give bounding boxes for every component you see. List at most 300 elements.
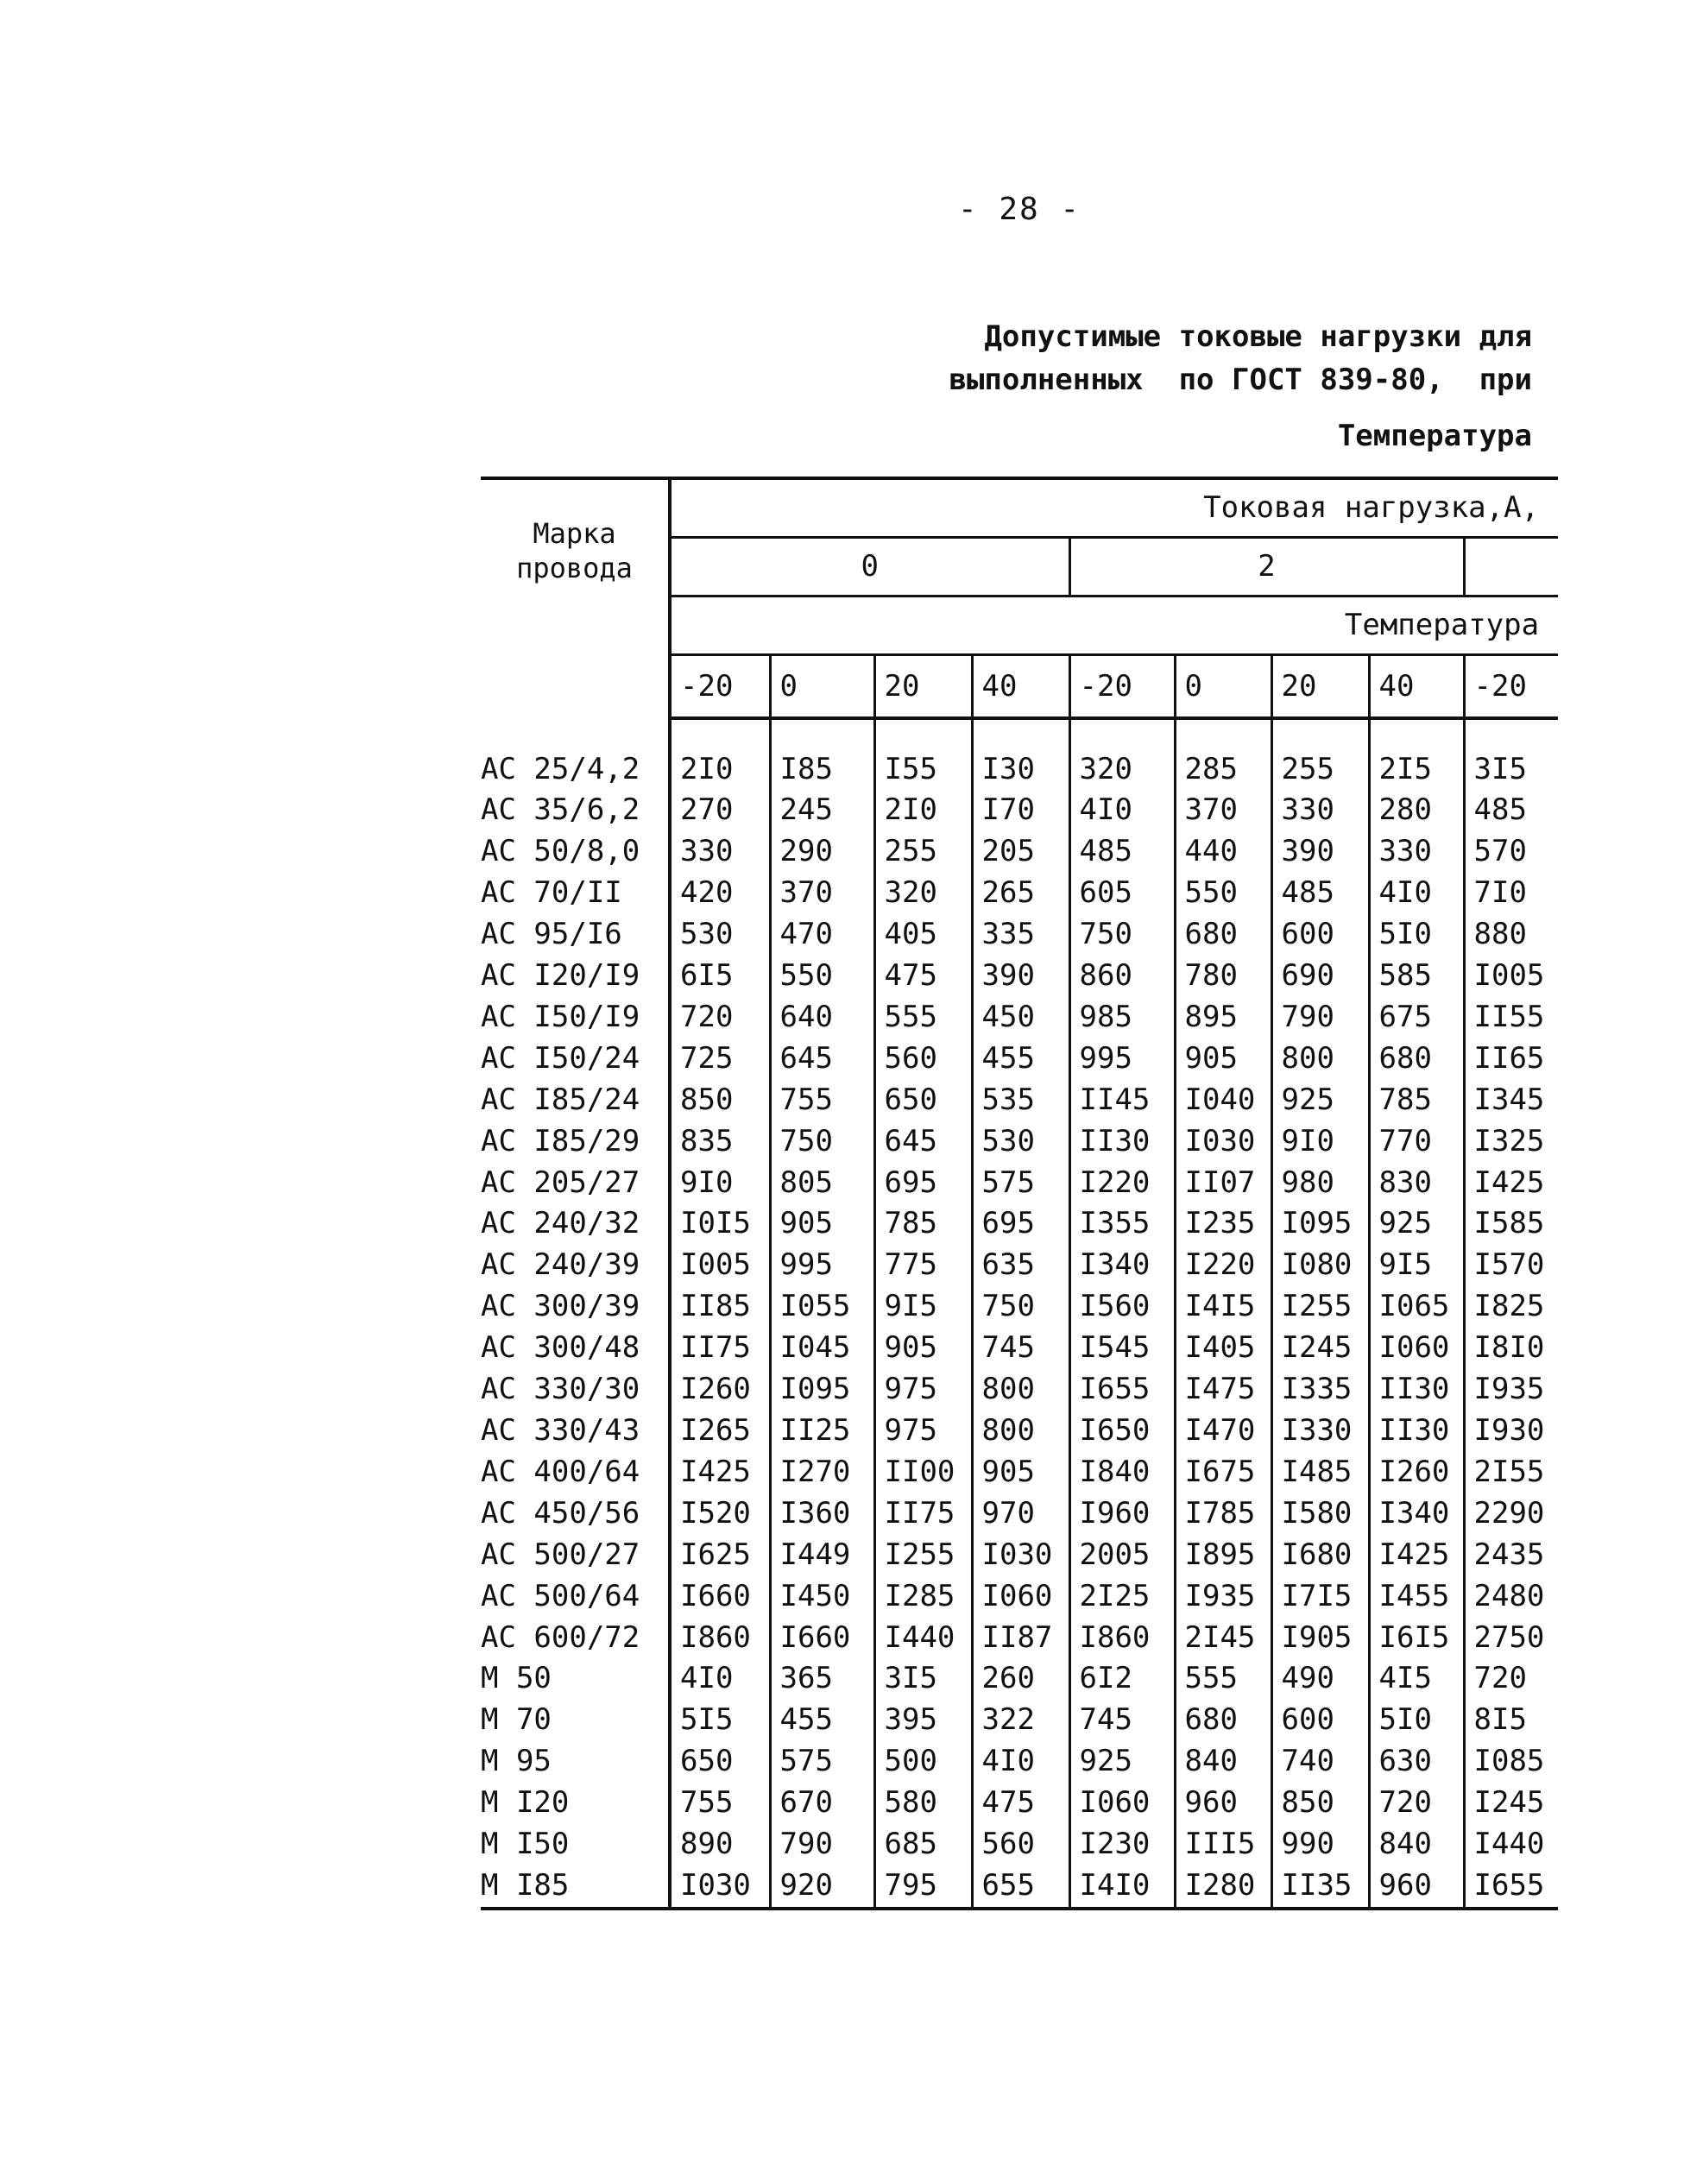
load-value-cell: I425 xyxy=(1369,1535,1464,1576)
load-value-cell: 925 xyxy=(1271,1080,1369,1121)
table-row xyxy=(481,873,1558,914)
load-value-cell: 745 xyxy=(1069,1700,1175,1741)
load-value-cell: 575 xyxy=(770,1741,874,1783)
load-value-cell: 440 xyxy=(1175,831,1271,873)
load-value-cell: 680 xyxy=(1175,1700,1271,1741)
load-value-cell: 805 xyxy=(770,1163,874,1204)
load-value-cell: 322 xyxy=(972,1700,1069,1741)
load-value-cell: I895 xyxy=(1175,1535,1271,1576)
wire-brand-cell: АС I85/24 xyxy=(481,1080,670,1121)
temp-col-9: -20 xyxy=(1464,654,1558,718)
wire-brand-cell: АС I50/24 xyxy=(481,1038,670,1080)
load-value-cell: 2I45 xyxy=(1175,1618,1271,1659)
load-value-cell: I060 xyxy=(1369,1328,1464,1369)
load-value-cell: I005 xyxy=(1473,958,1545,994)
table-row xyxy=(481,1576,1558,1618)
wire-brand-cell: АС 205/27 xyxy=(481,1163,670,1204)
load-value-cell: 680 xyxy=(1175,914,1271,956)
load-value-cell: 585 xyxy=(1369,956,1464,997)
load-value-cell: II75 xyxy=(670,1328,770,1369)
load-value-cell: I675 xyxy=(1175,1452,1271,1493)
wire-brand-cell: М I50 xyxy=(481,1824,670,1865)
load-value-cell: 695 xyxy=(972,1203,1069,1245)
load-value-cell: 840 xyxy=(1369,1824,1464,1865)
load-value-cell: 575 xyxy=(972,1163,1069,1204)
table-row xyxy=(481,1411,1558,1452)
load-value-cell: 750 xyxy=(1069,914,1175,956)
load-value-cell: 905 xyxy=(1175,1038,1271,1080)
load-value-cell: 330 xyxy=(670,831,770,873)
temp-col-5: -20 xyxy=(1069,654,1175,718)
load-value-cell: 600 xyxy=(1271,914,1369,956)
load-value-cell: I455 xyxy=(1369,1576,1464,1618)
load-value-cell: I255 xyxy=(1271,1286,1369,1328)
load-value-cell: I330 xyxy=(1271,1411,1369,1452)
load-value-cell: II30 xyxy=(1369,1411,1464,1452)
load-value-cell: 905 xyxy=(972,1452,1069,1493)
load-value-cell: I270 xyxy=(770,1452,874,1493)
load-value-cell: I325 xyxy=(1473,1123,1545,1158)
load-value-cell: I935 xyxy=(1175,1576,1271,1618)
load-value-cell: I425 xyxy=(670,1452,770,1493)
table-row xyxy=(481,1080,1558,1121)
load-value-cell: 485 xyxy=(1473,792,1527,828)
load-value-cell: I30 xyxy=(972,749,1069,791)
load-value-cell: I355 xyxy=(1069,1203,1175,1245)
load-value-cell: 455 xyxy=(770,1700,874,1741)
load-value-cell: 860 xyxy=(1069,956,1175,997)
load-value-cell: 640 xyxy=(770,997,874,1038)
current-load-header: Токовая нагрузка,А, xyxy=(670,478,1558,537)
load-value-cell: 750 xyxy=(770,1121,874,1163)
load-value-cell: I860 xyxy=(1069,1618,1175,1659)
temp-col-1: -20 xyxy=(670,654,770,718)
load-value-cell: 790 xyxy=(770,1824,874,1865)
wire-brand-cell: АС 240/32 xyxy=(481,1203,670,1245)
load-value-cell: 960 xyxy=(1369,1865,1464,1909)
load-value-cell: II87 xyxy=(972,1618,1069,1659)
load-value-cell: II65 xyxy=(1473,1040,1545,1076)
load-value-cell: II00 xyxy=(874,1452,972,1493)
table-row xyxy=(481,1452,1558,1493)
load-value-cell: 600 xyxy=(1271,1700,1369,1741)
load-value-cell: 785 xyxy=(1369,1080,1464,1121)
load-value-cell: II25 xyxy=(770,1411,874,1452)
load-value-cell: 645 xyxy=(770,1038,874,1080)
wire-brand-cell: АС 600/72 xyxy=(481,1618,670,1659)
load-value-cell: 6I2 xyxy=(1069,1658,1175,1700)
load-value-cell: 975 xyxy=(874,1369,972,1411)
table-row xyxy=(481,1658,1558,1700)
wire-brand-cell: М 50 xyxy=(481,1658,670,1700)
load-value-cell: I560 xyxy=(1069,1286,1175,1328)
load-value-cell: 690 xyxy=(1271,956,1369,997)
load-value-cell: 4I0 xyxy=(972,1741,1069,1783)
load-value-cell: I70 xyxy=(972,790,1069,831)
load-value-cell: I280 xyxy=(1175,1865,1271,1909)
wire-brand-cell: АС 50/8,0 xyxy=(481,831,670,873)
load-value-cell: 4I0 xyxy=(1369,873,1464,914)
load-value-cell: 9I0 xyxy=(670,1163,770,1204)
load-value-cell: 9I5 xyxy=(874,1286,972,1328)
load-value-cell: I905 xyxy=(1271,1618,1369,1659)
table-row xyxy=(481,914,1558,956)
load-value-cell: 260 xyxy=(972,1658,1069,1700)
load-value-cell: I335 xyxy=(1271,1369,1369,1411)
load-value-cell: 255 xyxy=(874,831,972,873)
load-value-cell: I260 xyxy=(1369,1452,1464,1493)
load-value-cell: 280 xyxy=(1369,790,1464,831)
load-value-cell: 880 xyxy=(1473,917,1527,952)
load-value-cell: I255 xyxy=(874,1535,972,1576)
wire-brand-cell: М 70 xyxy=(481,1700,670,1741)
load-value-cell: 890 xyxy=(670,1824,770,1865)
temp-col-8: 40 xyxy=(1369,654,1464,718)
temp-col-6: 0 xyxy=(1175,654,1271,718)
wire-brand-cell: АС 500/27 xyxy=(481,1535,670,1576)
load-value-cell: 530 xyxy=(670,914,770,956)
load-value-cell: I660 xyxy=(670,1576,770,1618)
load-value-cell: I8I0 xyxy=(1473,1330,1545,1366)
table-row xyxy=(481,1369,1558,1411)
table-row xyxy=(481,1203,1558,1245)
load-value-cell: I660 xyxy=(770,1618,874,1659)
load-value-cell: 205 xyxy=(972,831,1069,873)
load-value-cell: 630 xyxy=(1369,1741,1464,1783)
wire-brand-cell: АС 240/39 xyxy=(481,1245,670,1286)
load-value-cell: I340 xyxy=(1069,1245,1175,1286)
table-row xyxy=(481,1824,1558,1865)
load-value-cell: I655 xyxy=(1464,1865,1558,1909)
group-header-next xyxy=(1464,537,1558,596)
load-value-cell: 3I5 xyxy=(874,1658,972,1700)
load-value-cell: I030 xyxy=(972,1535,1069,1576)
load-value-cell: 800 xyxy=(972,1411,1069,1452)
load-value-cell: I245 xyxy=(1473,1785,1545,1821)
load-value-cell: I860 xyxy=(670,1618,770,1659)
load-value-cell: I440 xyxy=(1473,1827,1545,1862)
load-value-cell: 770 xyxy=(1369,1121,1464,1163)
load-value-cell: 850 xyxy=(670,1080,770,1121)
load-value-cell: I570 xyxy=(1473,1247,1545,1283)
load-value-cell: 800 xyxy=(1271,1038,1369,1080)
load-value-cell: I930 xyxy=(1473,1413,1545,1448)
load-value-cell: 8I5 xyxy=(1473,1702,1527,1738)
table-row xyxy=(481,1328,1558,1369)
load-value-cell: 560 xyxy=(972,1824,1069,1865)
load-value-cell: 530 xyxy=(972,1121,1069,1163)
wire-brand-cell: АС 500/64 xyxy=(481,1576,670,1618)
heading-line-1: Допустимые токовые нагрузки для xyxy=(984,319,1532,354)
load-value-cell: 650 xyxy=(670,1741,770,1783)
table-row xyxy=(481,1535,1558,1576)
load-value-cell: II85 xyxy=(670,1286,770,1328)
load-value-cell: 330 xyxy=(1369,831,1464,873)
load-value-cell: I85 xyxy=(770,749,874,791)
heading-temperature-label: Температура xyxy=(1337,419,1532,453)
load-value-cell: I785 xyxy=(1175,1493,1271,1535)
table-row xyxy=(481,1038,1558,1080)
load-value-cell: I475 xyxy=(1175,1369,1271,1411)
load-value-cell: I265 xyxy=(670,1411,770,1452)
load-value-cell: 4I5 xyxy=(1369,1658,1464,1700)
table-row xyxy=(481,1245,1558,1286)
load-value-cell: I095 xyxy=(770,1369,874,1411)
load-value-cell: I4I0 xyxy=(1069,1865,1175,1909)
load-value-cell: I680 xyxy=(1271,1535,1369,1576)
load-value-cell: I285 xyxy=(874,1576,972,1618)
load-value-cell: 720 xyxy=(670,997,770,1038)
load-value-cell: 5I0 xyxy=(1369,1700,1464,1741)
table-row xyxy=(481,831,1558,873)
load-value-cell: 580 xyxy=(874,1783,972,1824)
load-value-cell: 830 xyxy=(1369,1163,1464,1204)
load-value-cell: 3I5 xyxy=(1473,751,1527,786)
load-value-cell: 2435 xyxy=(1473,1537,1545,1572)
load-value-cell: 390 xyxy=(1271,831,1369,873)
wire-brand-cell: АС I50/I9 xyxy=(481,997,670,1038)
load-value-cell: 535 xyxy=(972,1080,1069,1121)
load-value-cell: 555 xyxy=(1175,1658,1271,1700)
load-value-cell: I055 xyxy=(770,1286,874,1328)
table-row xyxy=(481,956,1558,997)
load-value-cell: 920 xyxy=(770,1865,874,1909)
load-value-cell: 990 xyxy=(1271,1824,1369,1865)
load-value-cell: I440 xyxy=(874,1618,972,1659)
load-value-cell: 7I0 xyxy=(1473,875,1527,911)
load-value-cell: 320 xyxy=(874,873,972,914)
table-row xyxy=(481,1163,1558,1204)
load-value-cell: 550 xyxy=(1175,873,1271,914)
load-value-cell: I030 xyxy=(670,1865,770,1909)
load-value-cell: 775 xyxy=(874,1245,972,1286)
table-row xyxy=(481,749,1558,791)
load-value-cell: 270 xyxy=(670,790,770,831)
load-value-cell: 755 xyxy=(670,1783,770,1824)
load-value-cell: 970 xyxy=(972,1493,1069,1535)
load-value-cell: 635 xyxy=(972,1245,1069,1286)
table-row xyxy=(481,1700,1558,1741)
load-value-cell: 975 xyxy=(874,1411,972,1452)
load-value-cell: I0I5 xyxy=(670,1203,770,1245)
load-value-cell: 290 xyxy=(770,831,874,873)
load-value-cell: II07 xyxy=(1175,1163,1271,1204)
wire-brand-header-line-1: Марка xyxy=(533,517,616,550)
load-value-cell: I485 xyxy=(1271,1452,1369,1493)
load-value-cell: 330 xyxy=(1271,790,1369,831)
load-value-cell: I960 xyxy=(1069,1493,1175,1535)
table-body xyxy=(481,718,1558,1909)
load-value-cell: I030 xyxy=(1175,1121,1271,1163)
load-value-cell: I220 xyxy=(1175,1245,1271,1286)
wire-brand-cell: АС 330/43 xyxy=(481,1411,670,1452)
table-row xyxy=(481,1741,1558,1783)
load-value-cell: I450 xyxy=(770,1576,874,1618)
load-value-cell: 840 xyxy=(1175,1741,1271,1783)
load-value-cell: 725 xyxy=(670,1038,770,1080)
load-value-cell: 6I5 xyxy=(670,956,770,997)
load-value-cell: 960 xyxy=(1175,1783,1271,1824)
load-value-cell: 2I55 xyxy=(1473,1454,1545,1489)
load-value-cell: I345 xyxy=(1473,1082,1545,1117)
wire-brand-cell: АС 25/4,2 xyxy=(481,749,670,791)
load-value-cell: I520 xyxy=(670,1493,770,1535)
load-value-cell: I650 xyxy=(1069,1411,1175,1452)
load-value-cell: 570 xyxy=(1473,834,1527,869)
load-value-cell: 995 xyxy=(1069,1038,1175,1080)
load-value-cell: 485 xyxy=(1069,831,1175,873)
load-value-cell: 655 xyxy=(972,1865,1069,1909)
load-value-cell: II55 xyxy=(1473,999,1545,1034)
load-value-cell: II30 xyxy=(1069,1121,1175,1163)
load-value-cell: 2I0 xyxy=(670,749,770,791)
load-value-cell: I060 xyxy=(1069,1783,1175,1824)
load-value-cell: 720 xyxy=(1369,1783,1464,1824)
load-value-cell: I235 xyxy=(1175,1203,1271,1245)
load-value-cell: 9I5 xyxy=(1369,1245,1464,1286)
load-value-cell: 995 xyxy=(770,1245,874,1286)
load-value-cell: 490 xyxy=(1271,1658,1369,1700)
load-value-cell: 4I0 xyxy=(1069,790,1175,831)
load-value-cell: 680 xyxy=(1369,1038,1464,1080)
load-value-cell: I060 xyxy=(972,1576,1069,1618)
load-value-cell: I580 xyxy=(1271,1493,1369,1535)
load-value-cell: I405 xyxy=(1175,1328,1271,1369)
load-value-cell: I065 xyxy=(1369,1286,1464,1328)
load-value-cell: 745 xyxy=(972,1328,1069,1369)
load-value-cell: I220 xyxy=(1069,1163,1175,1204)
table-row xyxy=(481,1783,1558,1824)
wire-brand-header-line-2: провода xyxy=(516,552,633,584)
load-value-cell: 365 xyxy=(770,1658,874,1700)
load-value-cell: 2750 xyxy=(1473,1619,1545,1655)
load-value-cell: I230 xyxy=(1069,1824,1175,1865)
load-value-cell: I55 xyxy=(874,749,972,791)
page-number: - 28 - xyxy=(958,192,1081,227)
load-value-cell: I260 xyxy=(670,1369,770,1411)
temp-col-3: 20 xyxy=(874,654,972,718)
load-value-cell: I425 xyxy=(1473,1165,1545,1200)
load-value-cell: 905 xyxy=(770,1203,874,1245)
load-value-cell: I245 xyxy=(1271,1328,1369,1369)
load-value-cell: 780 xyxy=(1175,956,1271,997)
wire-brand-cell: АС 95/I6 xyxy=(481,914,670,956)
load-value-cell: 2290 xyxy=(1473,1495,1545,1531)
load-value-cell: I045 xyxy=(770,1328,874,1369)
load-value-cell: 500 xyxy=(874,1741,972,1783)
wire-brand-cell: АС 400/64 xyxy=(481,1452,670,1493)
wire-brand-cell: АС 70/II xyxy=(481,873,670,914)
load-value-cell: 370 xyxy=(770,873,874,914)
load-value-cell: I360 xyxy=(770,1493,874,1535)
wire-brand-header xyxy=(481,478,670,718)
table-row xyxy=(481,1865,1558,1909)
load-value-cell: 285 xyxy=(1175,749,1271,791)
wire-brand-cell: М I85 xyxy=(481,1865,670,1909)
wire-brand-cell: АС 35/6,2 xyxy=(481,790,670,831)
load-value-cell: 925 xyxy=(1069,1741,1175,1783)
table-row xyxy=(481,1493,1558,1535)
load-value-cell: 5I5 xyxy=(670,1700,770,1741)
load-value-cell: II45 xyxy=(1069,1080,1175,1121)
load-value-cell: 475 xyxy=(972,1783,1069,1824)
load-value-cell: 670 xyxy=(770,1783,874,1824)
load-value-cell: II75 xyxy=(874,1493,972,1535)
wire-brand-cell: АС 300/48 xyxy=(481,1328,670,1369)
load-value-cell: I6I5 xyxy=(1369,1618,1464,1659)
load-value-cell: 835 xyxy=(670,1121,770,1163)
load-value-cell: I545 xyxy=(1069,1328,1175,1369)
load-value-cell: 485 xyxy=(1271,873,1369,914)
load-value-cell: 750 xyxy=(972,1286,1069,1328)
load-value-cell: 2I5 xyxy=(1369,749,1464,791)
load-value-cell: I005 xyxy=(670,1245,770,1286)
load-value-cell: I080 xyxy=(1271,1245,1369,1286)
load-value-cell: 675 xyxy=(1369,997,1464,1038)
temp-col-2: 0 xyxy=(770,654,874,718)
load-value-cell: 685 xyxy=(874,1824,972,1865)
load-value-cell: 720 xyxy=(1473,1661,1527,1696)
load-value-cell: 645 xyxy=(874,1121,972,1163)
load-value-cell: I040 xyxy=(1175,1080,1271,1121)
load-value-cell: I825 xyxy=(1473,1289,1545,1324)
load-value-cell: 2I25 xyxy=(1069,1576,1175,1618)
load-value-cell: I625 xyxy=(670,1535,770,1576)
load-value-cell: 850 xyxy=(1271,1783,1369,1824)
load-value-cell: I470 xyxy=(1175,1411,1271,1452)
group-header-0: 0 xyxy=(670,537,1069,596)
load-value-cell: 985 xyxy=(1069,997,1175,1038)
load-value-cell: 2005 xyxy=(1069,1535,1175,1576)
load-value-cell: 255 xyxy=(1271,749,1369,791)
load-value-cell: 395 xyxy=(874,1700,972,1741)
load-value-cell: 450 xyxy=(972,997,1069,1038)
current-load-table xyxy=(481,477,1558,1910)
load-value-cell: 785 xyxy=(874,1203,972,1245)
load-value-cell: 5I0 xyxy=(1369,914,1464,956)
wire-brand-cell: М 95 xyxy=(481,1741,670,1783)
table-heading xyxy=(949,315,1532,401)
load-value-cell: 2I0 xyxy=(874,790,972,831)
load-value-cell: I095 xyxy=(1271,1203,1369,1245)
load-value-cell: 370 xyxy=(1175,790,1271,831)
table-row xyxy=(481,997,1558,1038)
load-value-cell: I085 xyxy=(1473,1744,1545,1779)
load-value-cell: I935 xyxy=(1473,1372,1545,1407)
load-value-cell: 905 xyxy=(874,1328,972,1369)
load-value-cell: 550 xyxy=(770,956,874,997)
load-value-cell: 790 xyxy=(1271,997,1369,1038)
load-value-cell: 980 xyxy=(1271,1163,1369,1204)
heading-line-2: выполненных по ГОСТ 839-80, при xyxy=(949,363,1532,397)
load-value-cell: I7I5 xyxy=(1271,1576,1369,1618)
load-value-cell: 335 xyxy=(972,914,1069,956)
load-value-cell: III5 xyxy=(1175,1824,1271,1865)
wire-brand-cell: М I20 xyxy=(481,1783,670,1824)
load-value-cell: 2480 xyxy=(1473,1578,1545,1613)
load-value-cell: 695 xyxy=(874,1163,972,1204)
wire-brand-cell: АС 330/30 xyxy=(481,1369,670,1411)
load-value-cell: I4I5 xyxy=(1175,1286,1271,1328)
load-value-cell: 4I0 xyxy=(670,1658,770,1700)
load-value-cell: I340 xyxy=(1369,1493,1464,1535)
load-value-cell: 800 xyxy=(972,1369,1069,1411)
load-value-cell: 560 xyxy=(874,1038,972,1080)
wire-brand-cell: АС 450/56 xyxy=(481,1493,670,1535)
load-value-cell: 755 xyxy=(770,1080,874,1121)
wire-brand-cell: АС 300/39 xyxy=(481,1286,670,1328)
temp-col-7: 20 xyxy=(1271,654,1369,718)
